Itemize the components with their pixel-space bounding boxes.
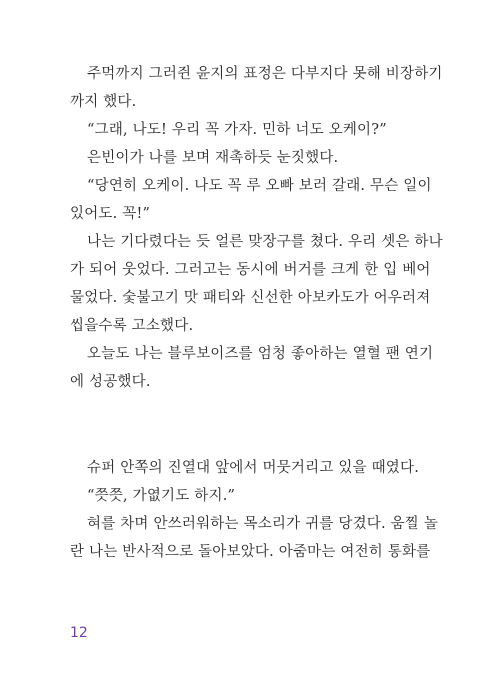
text-line: 물었다. 숯불고기 맛 패티와 신선한 아보카도가 어우러져	[70, 290, 431, 306]
text-line: 혀를 차며 안쓰러워하는 목소리가 귀를 당겼다. 움찔 놀	[87, 516, 439, 532]
text-line: 란 나는 반사적으로 돌아보았다. 아줌마는 여전히 통화를	[70, 544, 431, 560]
text-block-upper	[70, 60, 443, 396]
text-line: 있어도. 꼭!”	[70, 206, 151, 222]
text-line: “당연히 오케이. 나도 꼭 루 오빠 보러 갈래. 무슨 일이	[87, 178, 432, 194]
text-line: 가 되어 웃었다. 그러고는 동시에 버거를 크게 한 입 베어	[70, 262, 431, 278]
text-line: 슈퍼 안쪽의 진열대 앞에서 머뭇거리고 있을 때였다.	[87, 460, 420, 476]
paragraph-8	[70, 482, 430, 510]
text-line: 오늘도 나는 블루보이즈를 엄청 좋아하는 열혈 팬 연기	[87, 346, 434, 362]
paragraph-2	[70, 116, 430, 144]
paragraph-6	[70, 340, 434, 396]
paragraph-5	[70, 228, 443, 340]
text-line: 씹을수록 고소했다.	[70, 318, 194, 334]
paragraph-3	[70, 144, 430, 172]
text-line: 은빈이가 나를 보며 재촉하듯 눈짓했다.	[87, 150, 339, 166]
text-line: “그래, 나도! 우리 꼭 가자. 민하 너도 오케이?”	[87, 122, 387, 138]
paragraph-7	[70, 454, 430, 482]
paragraph-1	[70, 60, 443, 116]
text-line: 에 성공했다.	[70, 374, 151, 390]
text-line: 주먹까지 그러쥔 윤지의 표정은 다부지다 못해 비장하기	[87, 66, 443, 82]
text-line: 나는 기다렸다는 듯 얼른 맞장구를 쳤다. 우리 셋은 하나	[87, 234, 443, 250]
page-number: 12	[70, 625, 88, 641]
text-line: 까지 했다.	[70, 94, 137, 110]
paragraph-9	[70, 510, 439, 566]
text-line: “쯧쯧, 가엾기도 하지.”	[87, 488, 236, 504]
text-block-lower	[70, 454, 439, 566]
paragraph-4	[70, 172, 430, 228]
